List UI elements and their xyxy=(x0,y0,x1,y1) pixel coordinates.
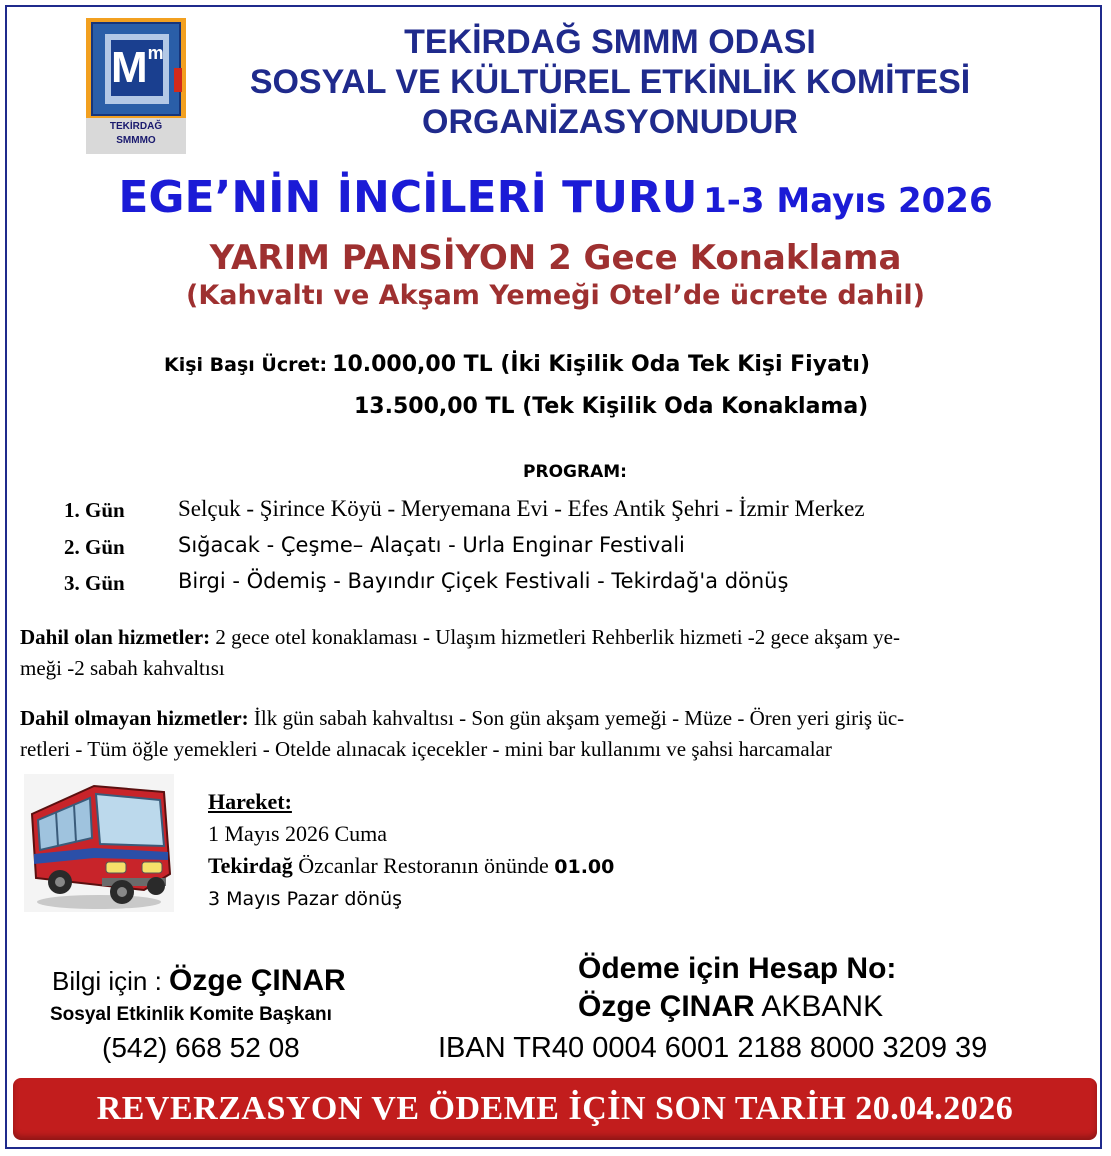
included-text-line2: meği -2 sabah kahvaltısı xyxy=(20,656,225,680)
included-label: Dahil olan hizmetler: xyxy=(20,625,211,649)
departure-city: Tekirdağ xyxy=(208,853,293,878)
excluded-label: Dahil olmayan hizmetler: xyxy=(20,706,249,730)
logo-blue-frame xyxy=(91,22,181,116)
contact-name: Özge ÇINAR xyxy=(169,964,346,997)
payment-iban: IBAN TR40 0004 6001 2188 8000 3209 39 xyxy=(438,1032,988,1064)
included-services xyxy=(20,622,900,684)
logo-caption-line1: TEKİRDAĞ xyxy=(109,121,163,132)
payment-holder: Özge ÇINAR xyxy=(578,990,755,1023)
departure-time: 01.00 xyxy=(554,856,615,878)
contact-label: Bilgi için : xyxy=(52,966,170,996)
deadline-text: REVERZASYON VE ÖDEME İÇİN SON TARİH 20.04.2026 xyxy=(96,1090,1014,1127)
payment-title: Ödeme için Hesap No: xyxy=(578,952,897,985)
contact-phone: (542) 668 52 08 xyxy=(102,1032,300,1063)
excluded-text-line1: İlk gün sabah kahvaltısı - Son gün akşam yemeği - Müze - Ören yeri giriş üc- xyxy=(248,706,905,730)
excluded-services xyxy=(20,703,904,765)
logo-mark xyxy=(111,40,163,96)
program-day-1-label: 1. Gün xyxy=(64,498,125,522)
price-label: Kişi Başı Ücret: xyxy=(164,354,328,376)
contact-row xyxy=(52,964,346,998)
logo-caption xyxy=(86,120,186,148)
departure-info xyxy=(208,786,614,915)
logo-light-panel xyxy=(105,34,169,104)
header-line2: SOSYAL VE KÜLTÜREL ETKİNLİK KOMİTESİ xyxy=(249,63,971,101)
price-single-room: 13.500,00 TL (Tek Kişilik Oda Konaklama) xyxy=(354,394,869,419)
payment-bank: AKBANK xyxy=(754,990,884,1023)
board-type: YARIM PANSİYON 2 Gece Konaklama xyxy=(209,238,902,278)
program-day-3-label: 3. Gün xyxy=(64,571,125,595)
logo-orange-frame xyxy=(86,18,186,118)
program-day-1-route: Selçuk - Şirince Köyü - Meryemana Evi - Efes Antik Şehri - İzmir Merkez xyxy=(178,496,865,521)
logo-red-accent xyxy=(174,68,182,92)
logo-caption-line2: SMMMO xyxy=(116,135,156,146)
tour-dates: 1-3 Mayıs 2026 xyxy=(703,181,993,221)
contact-role: Sosyal Etkinlik Komite Başkanı xyxy=(50,1004,332,1025)
organizer-header xyxy=(200,22,1020,142)
program-day-3-route: Birgi - Ödemiş - Bayındır Çiçek Festivali - Tekirdağ'a dönüş xyxy=(178,569,789,593)
logo-letter: M xyxy=(111,43,148,92)
header-line1: TEKİRDAĞ SMMM ODASI xyxy=(404,23,816,61)
program-day-2-route: Sığacak - Çeşme– Alaçatı - Urla Enginar Festivali xyxy=(178,533,685,557)
tour-name: EGE’NİN İNCİLERİ TURU xyxy=(118,172,698,223)
departure-place: Özcanlar Restoranın önünde xyxy=(292,853,555,878)
header-line3: ORGANİZASYONUDUR xyxy=(422,103,798,141)
excluded-text-line2: retleri - Tüm öğle yemekleri - Otelde alınacak içecekler - mini bar kullanımı ve şahsi harcamalar xyxy=(20,737,832,761)
program-title: PROGRAM: xyxy=(523,462,627,482)
return-date: 3 Mayıs Pazar dönüş xyxy=(208,888,403,910)
board-note: (Kahvaltı ve Akşam Yemeği Otel’de ücrete dahil) xyxy=(186,280,925,311)
departure-date: 1 Mayıs 2026 Cuma xyxy=(208,821,388,846)
tekirdag-smmmo-logo xyxy=(86,18,186,154)
deadline-banner xyxy=(13,1078,1097,1140)
departure-title: Hareket: xyxy=(208,789,292,814)
program-day-2-label: 2. Gün xyxy=(64,535,125,559)
payment-account xyxy=(578,990,883,1024)
price-row-double xyxy=(164,352,870,377)
included-text-line1: 2 gece otel konaklaması - Ulaşım hizmetleri Rehberlik hizmeti -2 gece akşam ye- xyxy=(210,625,900,649)
logo-superscript: m xyxy=(147,43,164,63)
bus-icon xyxy=(24,774,174,912)
tour-title xyxy=(0,172,1111,223)
price-double-room: 10.000,00 TL (İki Kişilik Oda Tek Kişi Fiyatı) xyxy=(332,352,871,377)
